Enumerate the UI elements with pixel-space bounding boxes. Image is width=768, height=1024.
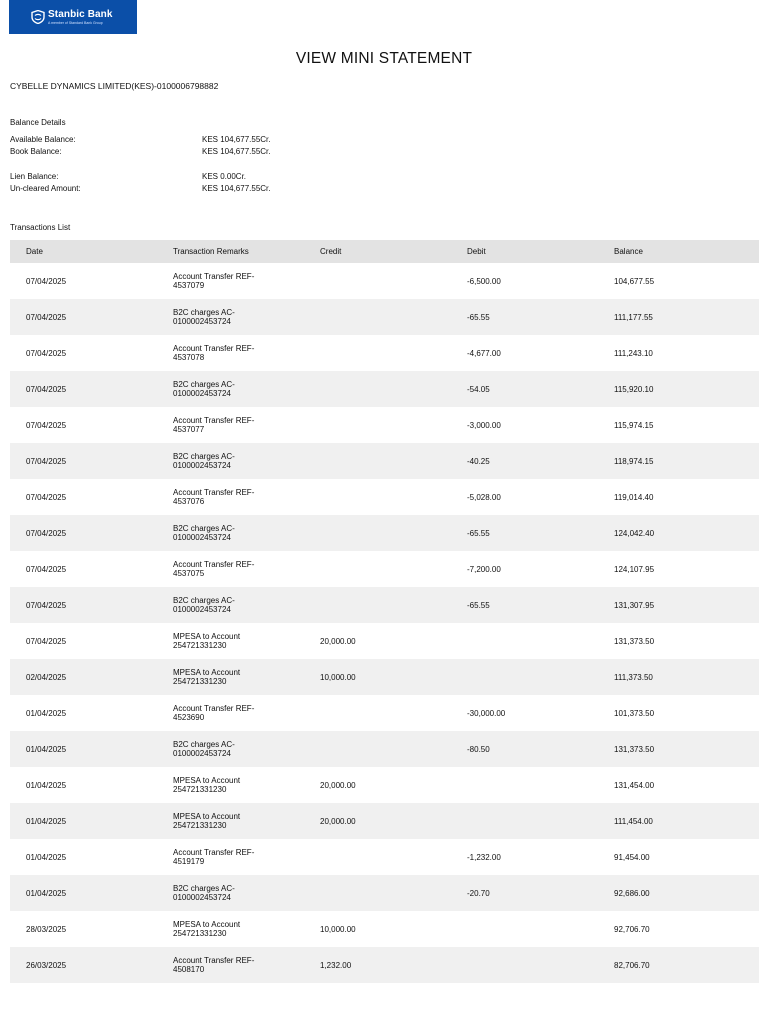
remarks-text: Account Transfer REF-4537078	[173, 344, 255, 362]
remarks-text: B2C charges AC-0100002453724	[173, 380, 235, 398]
column-header-balance: Balance	[614, 240, 759, 263]
cell-remarks	[173, 623, 320, 659]
cell-debit: -65.55	[467, 587, 614, 623]
cell-debit: -7,200.00	[467, 551, 614, 587]
balance-details-heading: Balance Details	[10, 118, 66, 127]
cell-date: 02/04/2025	[10, 659, 173, 695]
cell-credit: 20,000.00	[320, 803, 467, 839]
cell-remarks	[173, 335, 320, 371]
transactions-body	[10, 263, 759, 983]
cell-credit	[320, 335, 467, 371]
cell-remarks	[173, 443, 320, 479]
book-balance-label: Book Balance:	[10, 147, 62, 156]
cell-credit: 1,232.00	[320, 947, 467, 983]
book-balance-value: KES 104,677.55Cr.	[202, 147, 271, 156]
cell-debit: -20.70	[467, 875, 614, 911]
cell-credit	[320, 587, 467, 623]
uncleared-amount-label: Un-cleared Amount:	[10, 184, 81, 193]
cell-debit	[467, 659, 614, 695]
remarks-text: MPESA to Account 254721331230	[173, 776, 241, 794]
account-name: CYBELLE DYNAMICS LIMITED(KES)-0100006798882	[10, 81, 219, 91]
cell-credit	[320, 443, 467, 479]
cell-remarks	[173, 515, 320, 551]
cell-debit: -80.50	[467, 731, 614, 767]
table-row	[10, 767, 759, 803]
cell-credit	[320, 407, 467, 443]
remarks-text: Account Transfer REF-4523690	[173, 704, 255, 722]
remarks-text: Account Transfer REF-4537077	[173, 416, 255, 434]
cell-balance: 104,677.55	[614, 263, 759, 299]
bank-name: Stanbic Bank	[48, 9, 113, 20]
cell-balance: 92,706.70	[614, 911, 759, 947]
table-row	[10, 587, 759, 623]
remarks-text: B2C charges AC-0100002453724	[173, 596, 235, 614]
table-row	[10, 299, 759, 335]
cell-remarks	[173, 767, 320, 803]
cell-credit: 20,000.00	[320, 623, 467, 659]
cell-balance: 131,454.00	[614, 767, 759, 803]
remarks-text: Account Transfer REF-4537075	[173, 560, 255, 578]
cell-balance: 118,974.15	[614, 443, 759, 479]
table-row	[10, 839, 759, 875]
cell-credit	[320, 875, 467, 911]
cell-remarks	[173, 659, 320, 695]
table-row	[10, 659, 759, 695]
bank-logo	[9, 0, 137, 34]
table-row	[10, 623, 759, 659]
cell-debit: -1,232.00	[467, 839, 614, 875]
remarks-text: MPESA to Account 254721331230	[173, 920, 241, 938]
cell-date: 01/04/2025	[10, 875, 173, 911]
stanbic-shield-icon	[31, 10, 45, 24]
cell-date: 28/03/2025	[10, 911, 173, 947]
table-row	[10, 443, 759, 479]
cell-remarks	[173, 551, 320, 587]
remarks-text: MPESA to Account 254721331230	[173, 632, 241, 650]
cell-date: 07/04/2025	[10, 479, 173, 515]
remarks-text: MPESA to Account 254721331230	[173, 668, 241, 686]
table-row	[10, 947, 759, 983]
cell-date: 26/03/2025	[10, 947, 173, 983]
cell-balance: 124,107.95	[614, 551, 759, 587]
table-row	[10, 695, 759, 731]
cell-balance: 92,686.00	[614, 875, 759, 911]
cell-credit	[320, 839, 467, 875]
cell-date: 07/04/2025	[10, 443, 173, 479]
cell-date: 01/04/2025	[10, 695, 173, 731]
cell-credit: 10,000.00	[320, 911, 467, 947]
cell-credit	[320, 299, 467, 335]
bank-tagline: A member of Standard Bank Group	[48, 21, 103, 25]
cell-balance: 101,373.50	[614, 695, 759, 731]
cell-date: 07/04/2025	[10, 551, 173, 587]
cell-balance: 119,014.40	[614, 479, 759, 515]
cell-remarks	[173, 947, 320, 983]
available-balance-label: Available Balance:	[10, 135, 76, 144]
table-row	[10, 911, 759, 947]
cell-balance: 131,373.50	[614, 731, 759, 767]
cell-date: 07/04/2025	[10, 299, 173, 335]
cell-debit	[467, 623, 614, 659]
cell-balance: 115,920.10	[614, 371, 759, 407]
cell-remarks	[173, 731, 320, 767]
cell-remarks	[173, 479, 320, 515]
table-row	[10, 731, 759, 767]
cell-credit	[320, 263, 467, 299]
cell-remarks	[173, 803, 320, 839]
cell-date: 07/04/2025	[10, 371, 173, 407]
cell-balance: 131,307.95	[614, 587, 759, 623]
cell-debit	[467, 803, 614, 839]
cell-remarks	[173, 839, 320, 875]
page-title: VIEW MINI STATEMENT	[295, 50, 473, 67]
cell-date: 07/04/2025	[10, 623, 173, 659]
cell-debit	[467, 767, 614, 803]
cell-remarks	[173, 911, 320, 947]
table-row	[10, 515, 759, 551]
cell-debit: -30,000.00	[467, 695, 614, 731]
cell-credit	[320, 695, 467, 731]
cell-debit: -40.25	[467, 443, 614, 479]
cell-date: 07/04/2025	[10, 263, 173, 299]
cell-debit: -4,677.00	[467, 335, 614, 371]
cell-credit	[320, 371, 467, 407]
table-row	[10, 335, 759, 371]
remarks-text: MPESA to Account 254721331230	[173, 812, 241, 830]
cell-balance: 115,974.15	[614, 407, 759, 443]
column-header-remarks: Transaction Remarks	[173, 240, 320, 263]
cell-date: 07/04/2025	[10, 335, 173, 371]
cell-balance: 111,373.50	[614, 659, 759, 695]
cell-date: 07/04/2025	[10, 515, 173, 551]
cell-remarks	[173, 263, 320, 299]
cell-remarks	[173, 371, 320, 407]
remarks-text: B2C charges AC-0100002453724	[173, 524, 235, 542]
cell-balance: 124,042.40	[614, 515, 759, 551]
cell-credit: 20,000.00	[320, 767, 467, 803]
cell-credit	[320, 515, 467, 551]
lien-balance-value: KES 0.00Cr.	[202, 172, 247, 181]
column-header-debit: Debit	[467, 240, 614, 263]
cell-debit: -5,028.00	[467, 479, 614, 515]
table-row	[10, 551, 759, 587]
remarks-text: Account Transfer REF-4508170	[173, 956, 255, 974]
cell-date: 01/04/2025	[10, 839, 173, 875]
remarks-text: Account Transfer REF-4537079	[173, 272, 255, 290]
cell-credit	[320, 551, 467, 587]
cell-remarks	[173, 299, 320, 335]
cell-debit: -65.55	[467, 299, 614, 335]
cell-balance: 111,177.55	[614, 299, 759, 335]
table-row	[10, 803, 759, 839]
cell-remarks	[173, 875, 320, 911]
cell-debit: -54.05	[467, 371, 614, 407]
cell-remarks	[173, 695, 320, 731]
column-header-credit: Credit	[320, 240, 467, 263]
remarks-text: B2C charges AC-0100002453724	[173, 452, 235, 470]
cell-credit	[320, 479, 467, 515]
cell-remarks	[173, 407, 320, 443]
cell-balance: 111,243.10	[614, 335, 759, 371]
remarks-text: B2C charges AC-0100002453724	[173, 884, 235, 902]
cell-debit	[467, 911, 614, 947]
cell-balance: 82,706.70	[614, 947, 759, 983]
cell-remarks	[173, 587, 320, 623]
remarks-text: B2C charges AC-0100002453724	[173, 740, 235, 758]
table-row	[10, 875, 759, 911]
cell-date: 07/04/2025	[10, 587, 173, 623]
remarks-text: Account Transfer REF-4537076	[173, 488, 255, 506]
cell-date: 01/04/2025	[10, 803, 173, 839]
cell-debit: -6,500.00	[467, 263, 614, 299]
lien-balance-label: Lien Balance:	[10, 172, 59, 181]
cell-debit: -3,000.00	[467, 407, 614, 443]
table-row	[10, 407, 759, 443]
remarks-text: Account Transfer REF-4519179	[173, 848, 255, 866]
cell-date: 01/04/2025	[10, 731, 173, 767]
column-header-date: Date	[10, 240, 173, 263]
cell-date: 01/04/2025	[10, 767, 173, 803]
cell-date: 07/04/2025	[10, 407, 173, 443]
cell-balance: 131,373.50	[614, 623, 759, 659]
table-header-row	[10, 240, 759, 263]
uncleared-amount-value: KES 104,677.55Cr.	[202, 184, 271, 193]
table-row	[10, 479, 759, 515]
transactions-table	[10, 240, 759, 983]
remarks-text: B2C charges AC-0100002453724	[173, 308, 235, 326]
transactions-heading: Transactions List	[10, 223, 71, 232]
cell-balance: 111,454.00	[614, 803, 759, 839]
cell-balance: 91,454.00	[614, 839, 759, 875]
table-row	[10, 263, 759, 299]
cell-credit	[320, 731, 467, 767]
available-balance-value: KES 104,677.55Cr.	[202, 135, 271, 144]
cell-credit: 10,000.00	[320, 659, 467, 695]
cell-debit: -65.55	[467, 515, 614, 551]
table-row	[10, 371, 759, 407]
cell-debit	[467, 947, 614, 983]
